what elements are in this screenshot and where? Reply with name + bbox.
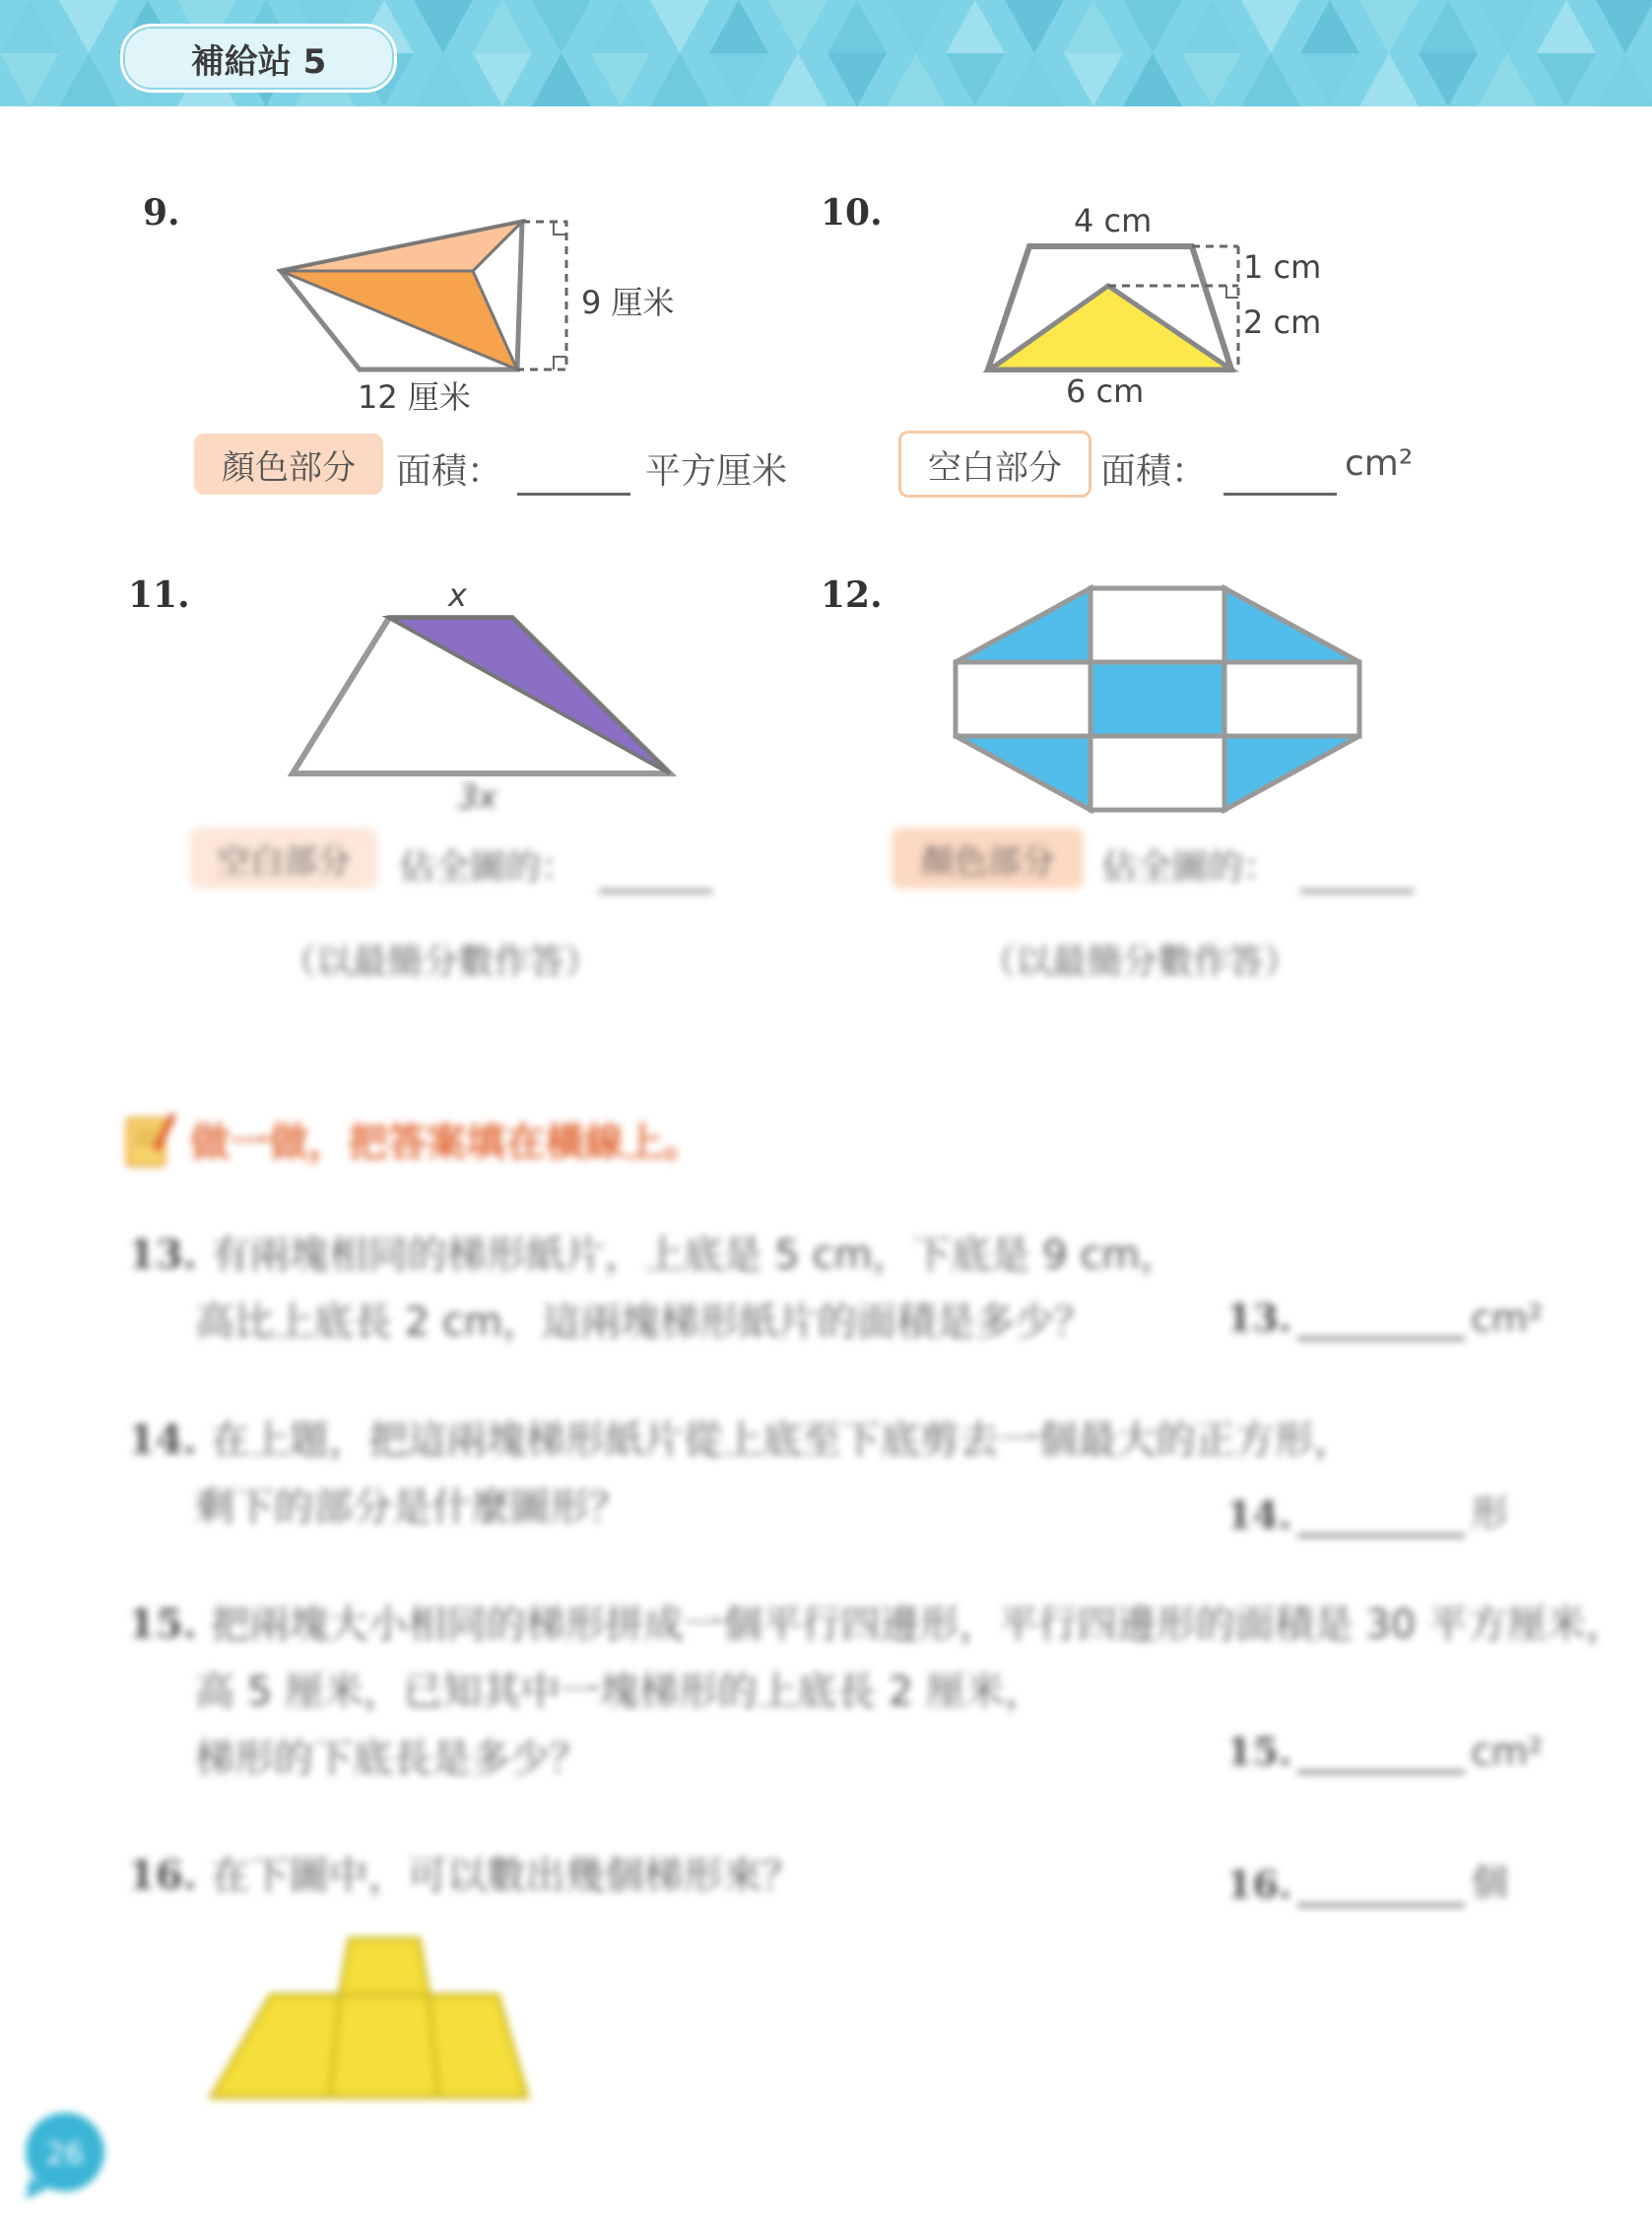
q11-bottom-label: 3x (458, 778, 497, 816)
answer-unit: cm² (1471, 1730, 1544, 1774)
answer-note: （以最簡分數作答） (281, 942, 601, 982)
answer-note: （以最簡分數作答） (980, 942, 1300, 982)
answer-blank[interactable] (1297, 1505, 1465, 1537)
colored-part-badge (892, 828, 1084, 889)
answer-slot-16 (1226, 1852, 1508, 1907)
section-heading (123, 1109, 702, 1170)
blank-part-badge (190, 828, 377, 889)
badge-label: 空白部分 (217, 841, 351, 882)
question-number: 15. (128, 1601, 197, 1647)
q10-h2-label: 2 cm (1243, 303, 1322, 341)
answer-blank[interactable] (1297, 1741, 1465, 1774)
badge-label: 空白部分 (928, 447, 1062, 488)
colored-part-badge (194, 434, 383, 495)
q10-answer-blank[interactable] (1223, 493, 1337, 496)
area-label: 面積： (396, 451, 503, 492)
answer-number: 15. (1226, 1729, 1292, 1774)
question-text-line: 有兩塊相同的梯形紙片，上底是 5 cm，下底是 9 cm， (210, 1233, 1180, 1278)
answer-slot-14 (1226, 1483, 1508, 1537)
answer-unit: 個 (1471, 1861, 1509, 1905)
page-number: 26 (45, 2137, 85, 2172)
section-title: 做一做，把答案填在橫線上。 (190, 1119, 702, 1166)
question-number: 9. (143, 192, 180, 234)
question-number: 14. (128, 1417, 197, 1463)
question-number: 10. (821, 192, 883, 234)
question-number: 16. (128, 1852, 197, 1899)
answer-number: 13. (1226, 1296, 1292, 1340)
q10-figure (980, 232, 1276, 379)
question-number: 13. (128, 1232, 197, 1278)
answer-unit: 形 (1471, 1492, 1509, 1535)
question-number: 12. (821, 574, 883, 616)
question-number: 11. (128, 574, 190, 616)
q16-trapezoid-figure (202, 1931, 537, 2109)
badge-label: 顏色部分 (920, 841, 1055, 882)
pencil-note-icon (123, 1109, 176, 1170)
question-text-line: 在上題，把這兩塊梯形紙片從上底至下底剪去一個最大的正方形， (210, 1418, 1354, 1463)
question-13 (128, 1222, 1179, 1356)
answer-slot-13 (1226, 1296, 1543, 1340)
question-text-line: 把兩塊大小相同的梯形拼成一個平行四邊形，平行四邊形的面積是 30 平方厘米， (210, 1602, 1625, 1647)
badge-label: 顏色部分 (222, 447, 356, 488)
q12-answer-blank[interactable] (1300, 890, 1414, 893)
question-text-line: 剩下的部分是什麼圖形？ (195, 1485, 628, 1530)
q10-h1-label: 1 cm (1243, 248, 1322, 286)
question-text-line: 高比上底長 2 cm，這兩塊梯形紙片的面積是多少？ (195, 1300, 1093, 1345)
blank-part-badge (898, 431, 1091, 498)
q11-top-label: x (448, 576, 467, 614)
q11-answer-blank[interactable] (599, 890, 712, 893)
area-label: 面積： (1100, 451, 1208, 492)
answer-blank[interactable] (1297, 1874, 1465, 1907)
question-14 (128, 1407, 1354, 1541)
q9-figure (266, 207, 601, 384)
answer-slot-15 (1226, 1729, 1543, 1774)
page-number-badge (18, 2109, 111, 2202)
q10-unit: cm² (1345, 443, 1414, 484)
q10-bottom-label: 6 cm (1066, 372, 1145, 410)
question-16 (128, 1843, 802, 1910)
question-text-line: 梯形的下底長是多少？ (195, 1736, 589, 1781)
q9-unit: 平方厘米 (645, 451, 788, 492)
q12-figure (946, 583, 1369, 820)
q10-top-label: 4 cm (1074, 202, 1153, 239)
chapter-tag (120, 24, 397, 93)
q11-figure (281, 606, 685, 783)
ratio-label: 佔全圖的： (1101, 847, 1280, 888)
chapter-tag-label: 補給站 5 (190, 41, 327, 82)
answer-number: 16. (1226, 1862, 1292, 1907)
answer-unit: cm² (1471, 1297, 1544, 1340)
q9-answer-blank[interactable] (517, 493, 630, 496)
q9-base-label: 12 厘米 (358, 378, 471, 416)
speech-bubble-icon (18, 2109, 111, 2202)
question-text-line: 在下圖中，可以數出幾個梯形來？ (210, 1853, 802, 1899)
answer-number: 14. (1226, 1493, 1292, 1537)
ratio-label: 佔全圖的： (399, 847, 577, 888)
answer-blank[interactable] (1297, 1308, 1465, 1340)
q9-height-label: 9 厘米 (581, 284, 675, 321)
question-text-line: 高 5 厘米，已知其中一塊梯形的上底長 2 厘米， (195, 1669, 1044, 1714)
